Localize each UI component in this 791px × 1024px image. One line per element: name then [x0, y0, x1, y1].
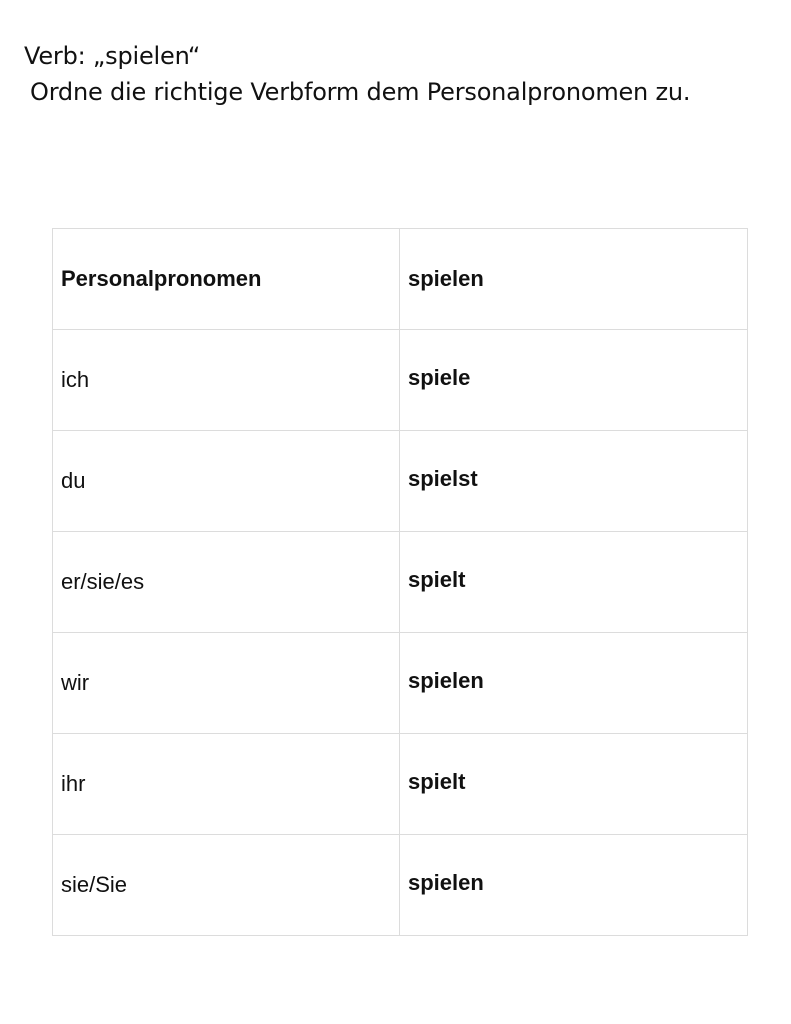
verb-form: spielst — [408, 466, 478, 491]
table-row — [53, 431, 748, 532]
pronoun-cell: ich — [53, 330, 400, 431]
verb-form-cell — [400, 330, 748, 431]
pronoun-cell: wir — [53, 633, 400, 734]
table-row — [53, 734, 748, 835]
verb-form: spiele — [408, 365, 471, 390]
table-row — [53, 835, 748, 936]
table-row — [53, 532, 748, 633]
verb-form: spielt — [408, 769, 466, 794]
verb-form-cell — [400, 633, 748, 734]
verb-form-cell — [400, 734, 748, 835]
table-header-row — [53, 229, 748, 330]
header-verb-cell: spielen — [400, 229, 748, 330]
verb-form: spielt — [408, 567, 466, 592]
verb-title: Verb: „spielen“ — [24, 42, 201, 70]
verb-form-cell — [400, 532, 748, 633]
verb-form-cell — [400, 835, 748, 936]
verb-form: spielen — [408, 870, 484, 895]
pronoun-cell: er/sie/es — [53, 532, 400, 633]
table-row — [53, 633, 748, 734]
verb-form: spielen — [408, 668, 484, 693]
task-instruction: Ordne die richtige Verbform dem Personalpronomen zu. — [30, 78, 691, 106]
pronoun-cell: du — [53, 431, 400, 532]
header-pronoun-cell: Personalpronomen — [53, 229, 400, 330]
pronoun-cell: ihr — [53, 734, 400, 835]
verb-form-cell — [400, 431, 748, 532]
task-heading — [24, 38, 690, 110]
conjugation-table — [52, 228, 748, 936]
table-row — [53, 330, 748, 431]
pronoun-cell: sie/Sie — [53, 835, 400, 936]
